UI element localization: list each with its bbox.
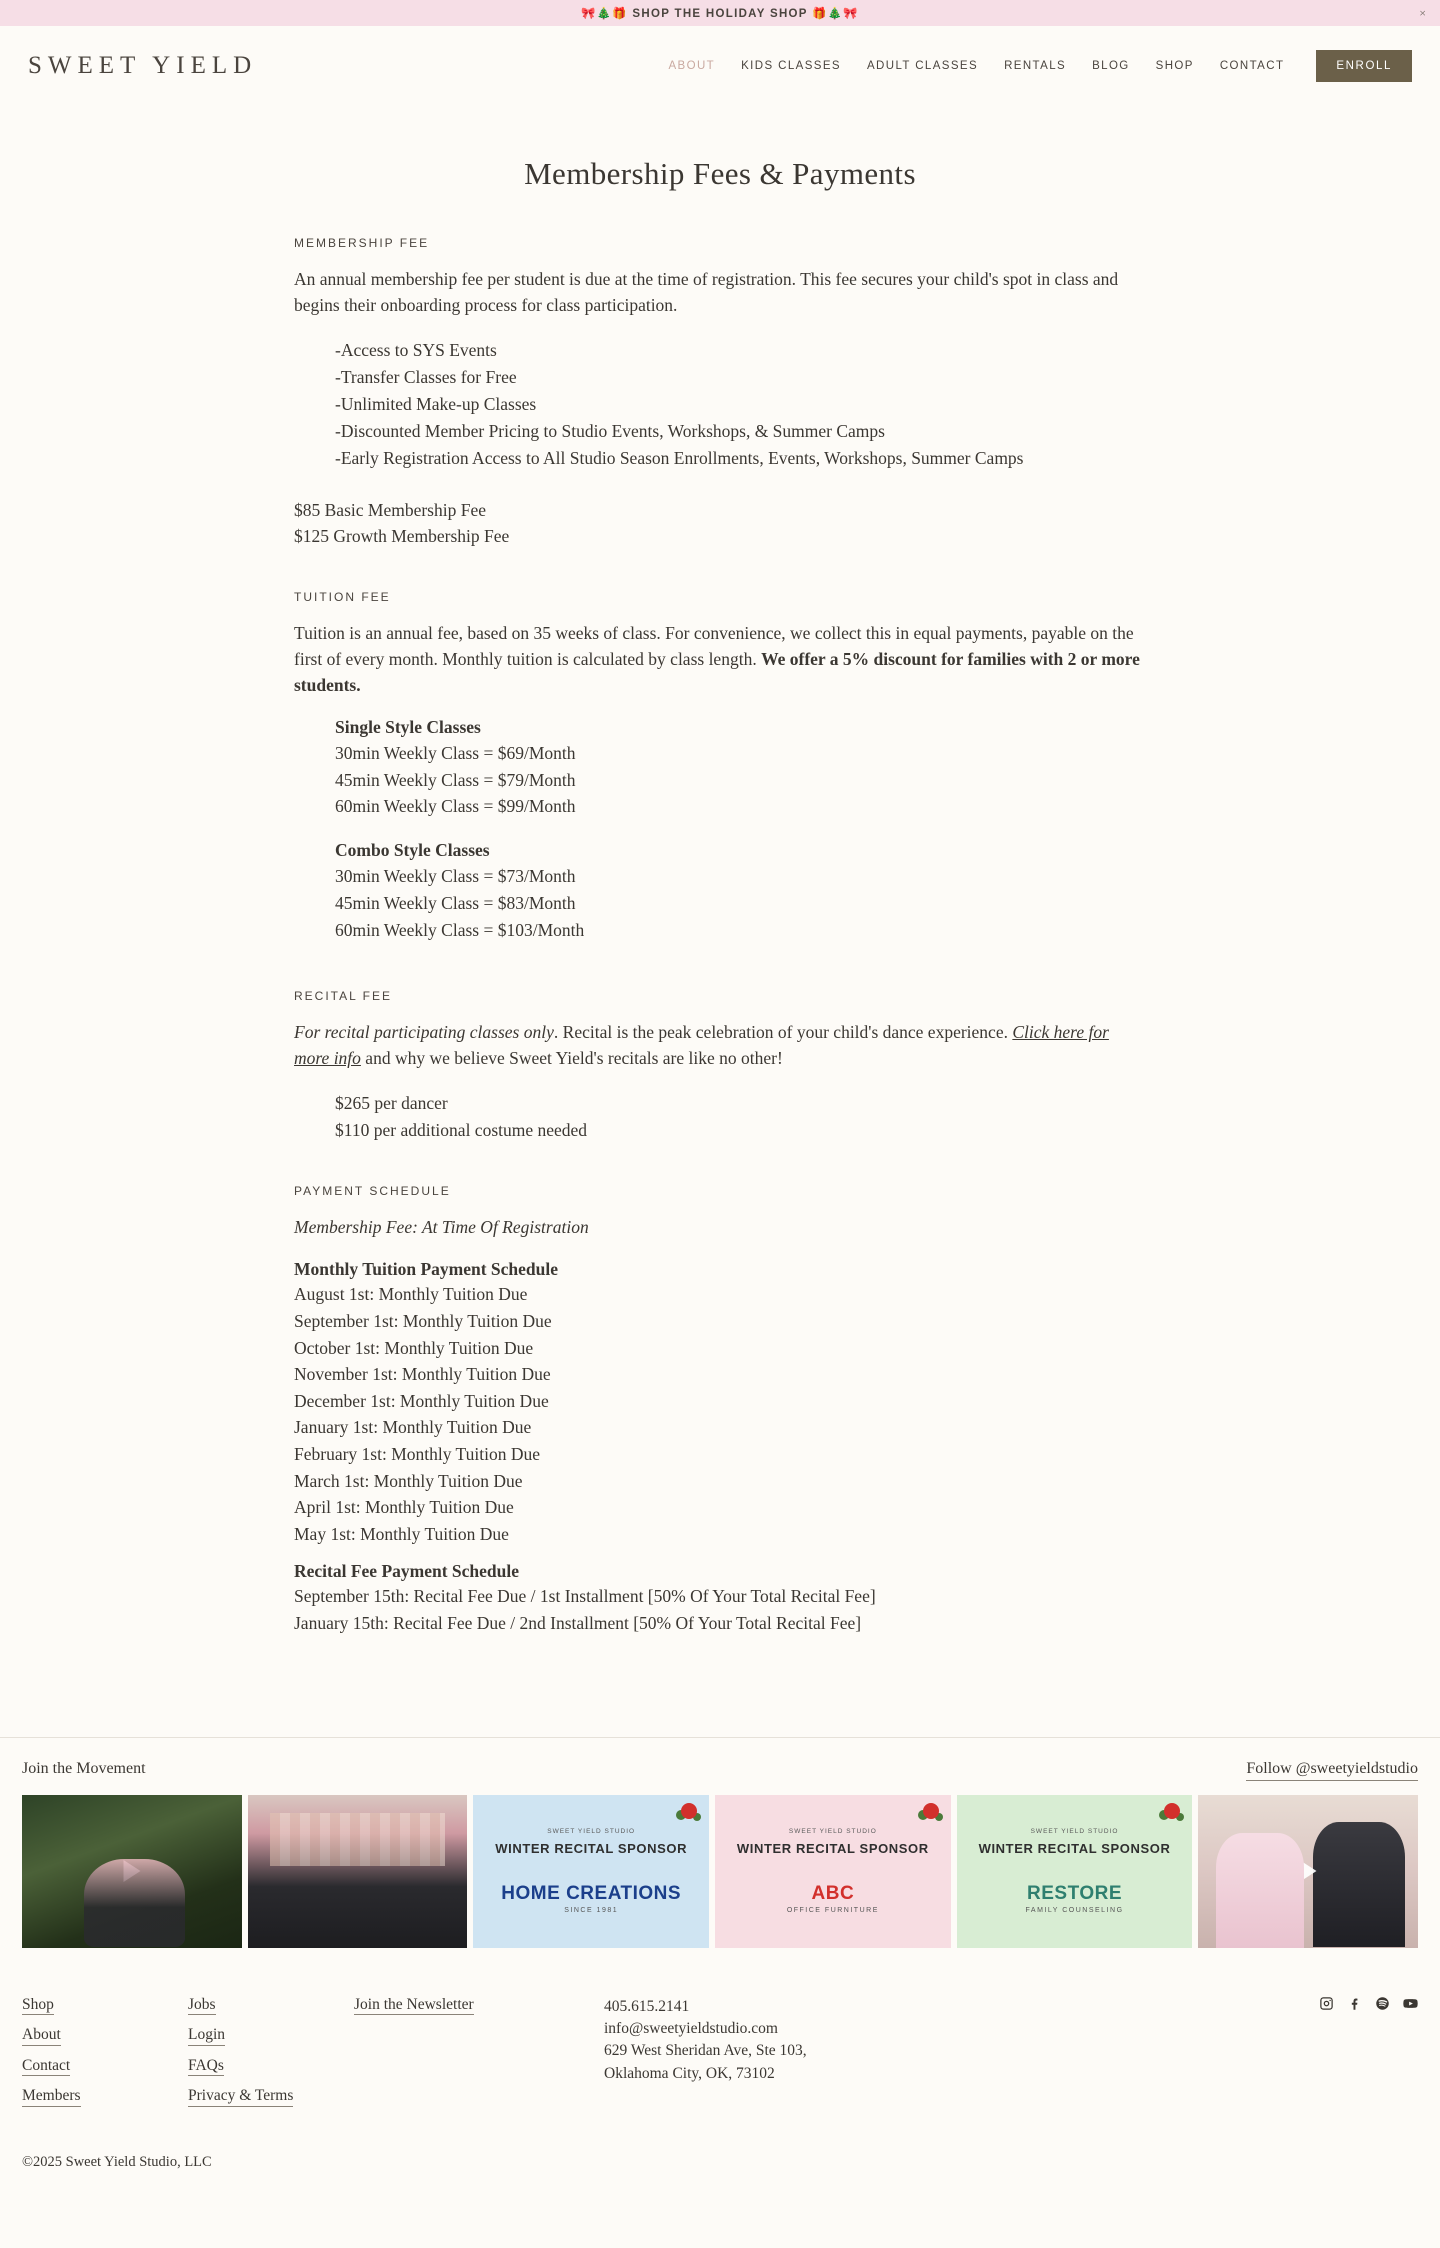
newsletter-link[interactable]: Join the Newsletter <box>354 1996 474 2016</box>
recital-text-2: and why we believe Sweet Yield's recitals are like no other! <box>360 1048 783 1069</box>
list-item: September 1st: Monthly Tuition Due <box>294 1310 552 1331</box>
footer-link-privacy-terms[interactable]: Privacy & Terms <box>188 2087 293 2107</box>
social-tile-sponsor-home-creations[interactable] <box>473 1795 709 1948</box>
nav-item-shop[interactable]: SHOP <box>1155 60 1194 72</box>
footer-social-icons <box>1298 1996 1418 2011</box>
payment-membership-note: Membership Fee: At Time Of Registration <box>294 1217 589 1238</box>
footer-address-line-2: Oklahoma City, OK, 73102 <box>604 2064 775 2082</box>
list-item: September 15th: Recital Fee Due / 1st Installment [50% Of Your Total Recital Fee] <box>294 1586 876 1607</box>
facebook-icon[interactable] <box>1347 1996 1362 2011</box>
membership-benefits-list <box>294 337 1146 473</box>
list-item: October 1st: Monthly Tuition Due <box>294 1337 534 1358</box>
list-item: -Transfer Classes for Free <box>335 366 517 387</box>
content-column <box>150 236 1290 1637</box>
social-tile-sponsor-restore[interactable] <box>957 1795 1193 1948</box>
footer-link-shop[interactable]: Shop <box>22 1996 54 2016</box>
tile-sponsor-label: WINTER RECITAL SPONSOR <box>495 1841 688 1857</box>
tile-brand-name: ABC <box>811 1882 855 1904</box>
tuition-group-combo <box>294 840 1146 943</box>
spotify-icon[interactable] <box>1375 1996 1390 2011</box>
tuition-paragraph <box>294 621 1146 699</box>
play-icon <box>123 1860 140 1882</box>
logo[interactable]: SWEET YIELD <box>28 52 258 79</box>
nav-item-blog[interactable]: BLOG <box>1092 60 1130 72</box>
list-item: April 1st: Monthly Tuition Due <box>294 1497 514 1518</box>
main-nav <box>668 50 1412 82</box>
instagram-icon[interactable] <box>1319 1996 1334 2011</box>
site-header <box>0 26 1440 106</box>
membership-paragraph: An annual membership fee per student is due at the time of registration. This fee secures your child's spot in class and begins their onboarding process for class participation. <box>294 269 1119 315</box>
close-icon[interactable]: × <box>1419 6 1426 20</box>
footer-columns <box>22 1996 1418 2118</box>
list-item: 60min Weekly Class = $99/Month <box>335 796 576 817</box>
list-item: August 1st: Monthly Tuition Due <box>294 1284 528 1305</box>
tuition-group-title: Single Style Classes <box>335 716 481 737</box>
footer-address-line-1: 629 West Sheridan Ave, Ste 103, <box>604 2042 807 2060</box>
social-tile-video-2[interactable] <box>1198 1795 1418 1948</box>
recital-text-1: . Recital is the peak celebration of your child's dance experience. <box>553 1022 1013 1043</box>
footer-link-members[interactable]: Members <box>22 2087 81 2107</box>
tuition-discount-note: We offer a 5% discount for families with 2 or more students. <box>294 649 1140 695</box>
tuition-group-title: Combo Style Classes <box>335 840 490 861</box>
list-item: -Access to SYS Events <box>335 339 497 360</box>
social-feed-header <box>0 1760 1440 1795</box>
list-item: $110 per additional costume needed <box>335 1120 588 1141</box>
tile-sponsor-label: WINTER RECITAL SPONSOR <box>978 1841 1171 1857</box>
tile-sponsor-label: WINTER RECITAL SPONSOR <box>736 1841 929 1857</box>
list-item: 30min Weekly Class = $69/Month <box>335 742 576 763</box>
tile-brand-sub: FAMILY COUNSELING <box>1025 1906 1124 1914</box>
announcement-text: 🎀🎄🎁 SHOP THE HOLIDAY SHOP 🎁🎄🎀 <box>581 8 859 20</box>
tile-brand-name: HOME CREATIONS <box>501 1882 682 1904</box>
social-feed-handle-link[interactable]: Follow @sweetyieldstudio <box>1246 1760 1418 1781</box>
tuition-group-single <box>294 717 1146 820</box>
nav-item-adult-classes[interactable]: ADULT CLASSES <box>866 60 979 72</box>
list-item: January 1st: Monthly Tuition Due <box>294 1417 532 1438</box>
tile-studio-label: SWEET YIELD STUDIO <box>788 1828 877 1836</box>
recital-italic-lead: For recital participating classes only <box>294 1022 554 1043</box>
list-item: 30min Weekly Class = $73/Month <box>335 866 576 887</box>
membership-fee-amounts <box>294 498 1146 550</box>
membership-fee-basic: $85 Basic Membership Fee <box>294 500 486 521</box>
tile-brand-name: RESTORE <box>1027 1882 1123 1904</box>
list-item: -Early Registration Access to All Studio Season Enrollments, Events, Workshops, Summer Camps <box>335 448 1024 469</box>
youtube-icon[interactable] <box>1403 1996 1418 2011</box>
list-item: December 1st: Monthly Tuition Due <box>294 1390 549 1411</box>
footer-newsletter <box>354 1996 604 2027</box>
social-feed-section <box>0 1737 1440 1948</box>
section-heading-payment-schedule: PAYMENT SCHEDULE <box>294 1184 451 1199</box>
nav-item-about[interactable]: ABOUT <box>668 60 716 72</box>
tuition-paragraph-text: Tuition is an annual fee, based on 35 weeks of class. For convenience, we collect this in equal payments, payable on the first of every month. Monthly tuition is calculated by class length. <box>294 623 1134 670</box>
membership-fee-growth: $125 Growth Membership Fee <box>294 526 510 547</box>
announcement-bar[interactable] <box>0 0 1440 26</box>
footer-nav-secondary <box>188 1996 354 2118</box>
tile-brand-sub: OFFICE FURNITURE <box>786 1906 879 1914</box>
footer-nav-primary <box>22 1996 188 2118</box>
footer-link-contact[interactable]: Contact <box>22 2057 70 2077</box>
page-title: Membership Fees & Payments <box>524 156 916 191</box>
nav-item-rentals[interactable]: RENTALS <box>1004 60 1067 72</box>
tile-studio-label: SWEET YIELD STUDIO <box>1030 1828 1119 1836</box>
social-tile-sponsor-abc[interactable] <box>715 1795 951 1948</box>
main-content <box>0 106 1440 1717</box>
footer-link-faqs[interactable]: FAQs <box>188 2057 224 2077</box>
list-item: 45min Weekly Class = $83/Month <box>335 892 576 913</box>
list-item: -Discounted Member Pricing to Studio Events, Workshops, & Summer Camps <box>335 421 885 442</box>
list-item: May 1st: Monthly Tuition Due <box>294 1523 509 1544</box>
section-heading-tuition-fee: TUITION FEE <box>294 590 391 605</box>
social-tiles <box>0 1795 1440 1948</box>
footer-contact-info <box>604 1996 1298 2086</box>
recital-schedule-list <box>294 1583 1146 1636</box>
list-item: November 1st: Monthly Tuition Due <box>294 1364 551 1385</box>
tile-brand-sub: SINCE 1981 <box>564 1906 619 1914</box>
monthly-schedule-title: Monthly Tuition Payment Schedule <box>294 1259 559 1280</box>
recital-schedule-title: Recital Fee Payment Schedule <box>294 1561 520 1582</box>
footer-link-about[interactable]: About <box>22 2026 61 2046</box>
recital-info-link[interactable]: Click here for more info <box>294 1022 1109 1069</box>
list-item: 60min Weekly Class = $103/Month <box>335 919 585 940</box>
monthly-schedule-list <box>294 1281 1146 1547</box>
recital-paragraph <box>294 1020 1146 1072</box>
footer-link-jobs[interactable]: Jobs <box>188 1996 216 2016</box>
footer-email[interactable]: info@sweetyieldstudio.com <box>604 2019 778 2037</box>
ornament-icon <box>681 1803 697 1819</box>
section-heading-recital-fee: RECITAL FEE <box>294 989 393 1004</box>
copyright: ©2025 Sweet Yield Studio, LLC <box>22 2153 212 2170</box>
list-item: $265 per dancer <box>335 1093 448 1114</box>
play-icon <box>1300 1860 1317 1882</box>
list-item: January 15th: Recital Fee Due / 2nd Installment [50% Of Your Total Recital Fee] <box>294 1612 862 1633</box>
ornament-icon <box>923 1803 939 1819</box>
ornament-icon <box>1164 1803 1180 1819</box>
list-item: March 1st: Monthly Tuition Due <box>294 1470 523 1491</box>
tile-studio-label: SWEET YIELD STUDIO <box>547 1828 636 1836</box>
list-item: 45min Weekly Class = $79/Month <box>335 769 576 790</box>
social-feed-left-label: Join the Movement <box>22 1759 146 1777</box>
footer-link-login[interactable]: Login <box>188 2026 225 2046</box>
nav-item-contact[interactable]: CONTACT <box>1219 60 1285 72</box>
recital-fee-list <box>294 1090 1146 1144</box>
site-footer <box>0 1948 1440 2201</box>
social-tile-photo-2[interactable] <box>248 1795 468 1948</box>
list-item: -Unlimited Make-up Classes <box>335 394 537 415</box>
enroll-button[interactable]: ENROLL <box>1316 50 1412 82</box>
nav-item-kids-classes[interactable]: KIDS CLASSES <box>741 60 841 72</box>
list-item: February 1st: Monthly Tuition Due <box>294 1443 540 1464</box>
footer-phone[interactable]: 405.615.2141 <box>604 1997 690 2015</box>
section-heading-membership-fee: MEMBERSHIP FEE <box>294 236 430 250</box>
social-tile-video-1[interactable] <box>22 1795 242 1948</box>
